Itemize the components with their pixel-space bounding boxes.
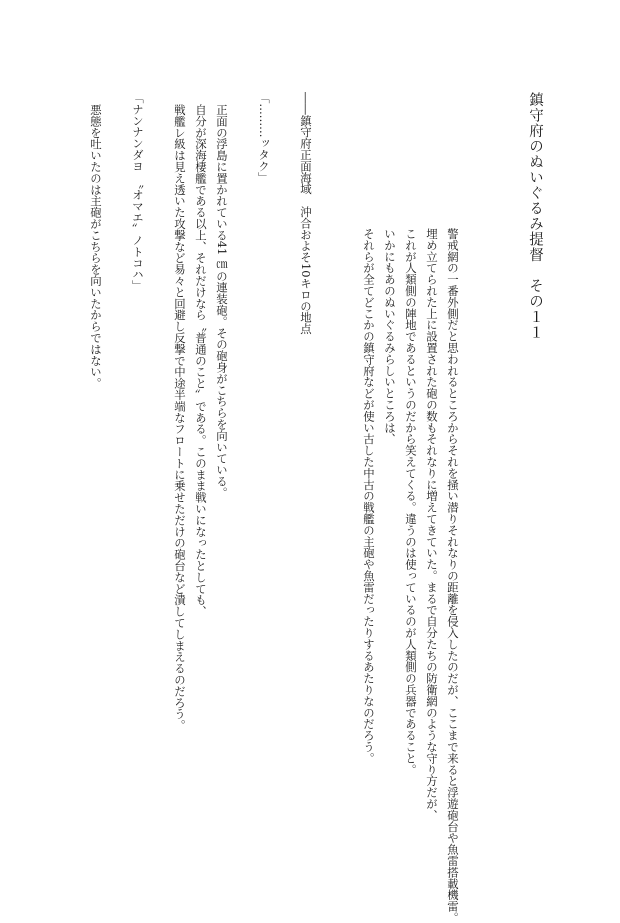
paragraph-line: 正面の浮島に置かれている41 ㎝の連装砲。その砲身がこちらを向いている。	[215, 104, 229, 499]
location-heading: ――鎮守府正面海域 沖合およそ10キロの地点	[299, 92, 313, 335]
paragraph-line: これが人類側の陣地であるというのだから笑えてくる。違うのは使っているのが人類側の兵器であること。	[404, 228, 418, 776]
paragraph-line: いかにもあのぬいぐるみらしいところは、	[383, 228, 397, 445]
paragraph-line: 自分が深海棲艦である以上、それだけなら〝普通のこと〟である。このまま戦いになったとしても、	[194, 104, 208, 617]
paragraph-line: 悪態を吐いたのは主砲がこちらを向いたからではない。	[89, 104, 103, 389]
sound-line: 「………ッタク」	[257, 92, 271, 184]
paragraph-line: 警戒網の一番外側だと思われるところからそれを掻い潜りそれなりの距離を侵入したのだが、ここまで来ると浮遊砲台や魚雷搭載機雷。	[446, 228, 460, 923]
paragraph-line: それらが全てどこかの鎮守府などが使い古した中古の戦艦の主砲や魚雷だったりするあたりなのだろう。	[362, 228, 376, 764]
paragraph-line: 戦艦レ級は見え透いた攻撃など易々と回避し反撃で中途半端なフロートに乗せただけの砲台など潰してしまえるのだろう。	[173, 104, 187, 731]
document-title: 鎮守府のぬいぐるみ提督 その１１	[527, 92, 543, 340]
paragraph-line: 埋め立てられた上に設置された砲の数もそれなりに増えてきていた。まるで自分たちの防衛網のような守り方だが、	[425, 228, 439, 821]
dialogue-line: 「ナンナンダヨ 〝オマエ〟ノトコハ」	[131, 92, 145, 292]
